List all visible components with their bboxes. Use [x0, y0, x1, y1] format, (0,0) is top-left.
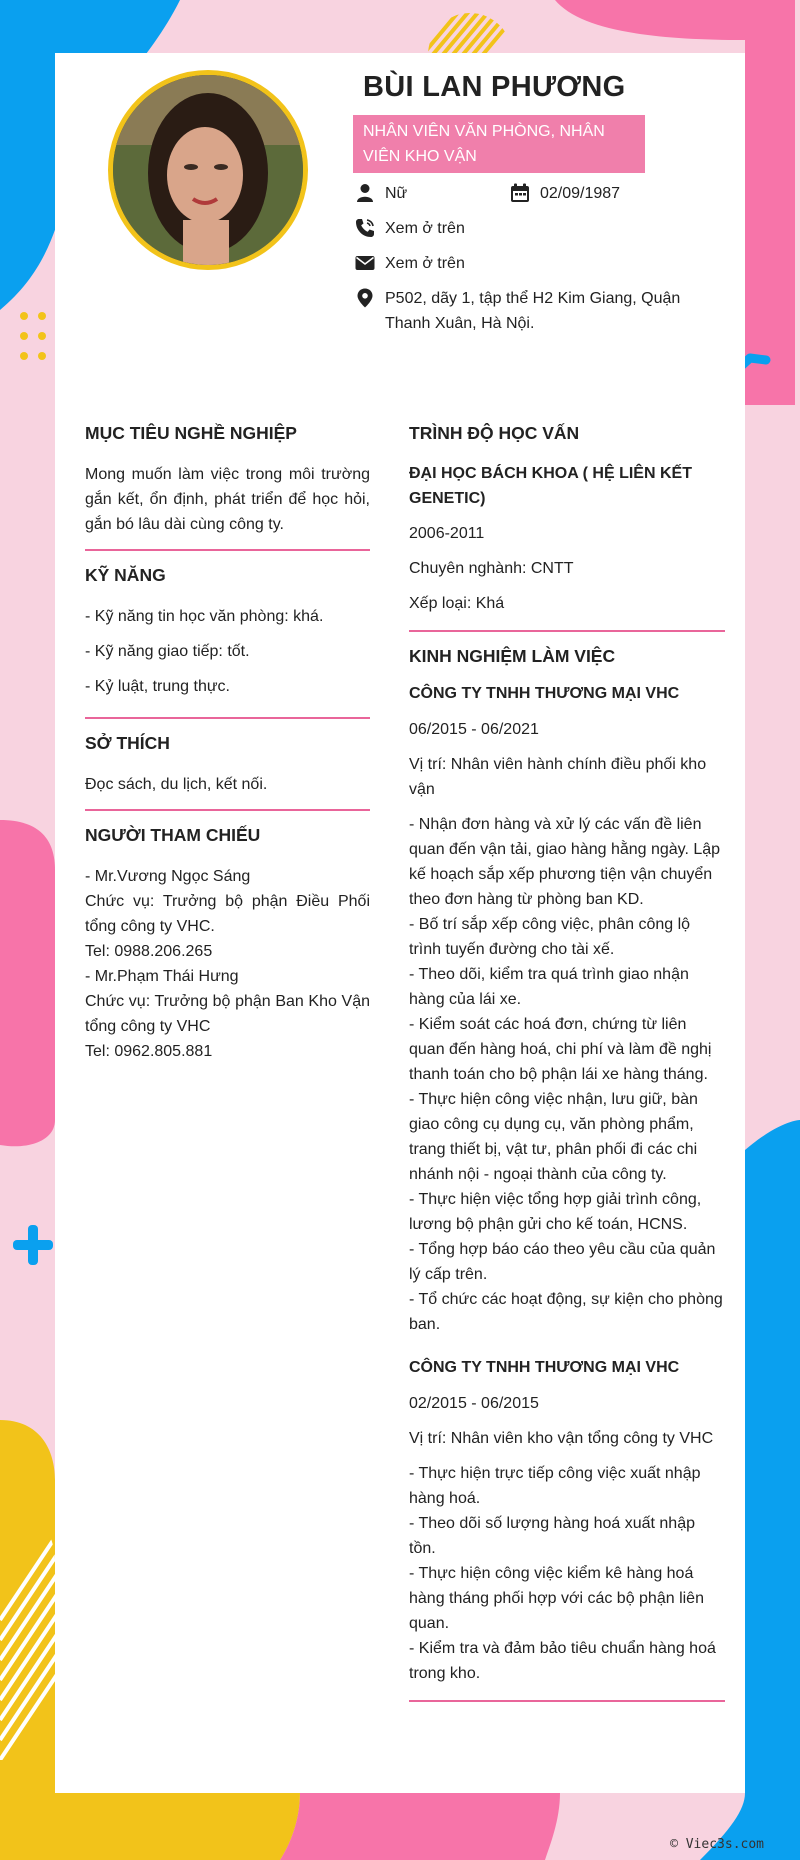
- divider: [85, 809, 370, 811]
- job-period: 02/2015 - 06/2015: [409, 1395, 539, 1412]
- experience-title: KINH NGHIỆM LÀM VIỆC: [409, 646, 616, 666]
- divider: [85, 717, 370, 719]
- job-company: CÔNG TY TNHH THƯƠNG MẠI VHC: [409, 685, 680, 702]
- birthday-row: [510, 181, 620, 206]
- objective-title: MỤC TIÊU NGHỀ NGHIỆP: [85, 423, 297, 443]
- email-row: [355, 251, 465, 276]
- candidate-name: BÙI LAN PHƯƠNG: [363, 71, 626, 103]
- pink-blob-bottom: [280, 1793, 560, 1860]
- phone-value: Xem ở trên: [385, 220, 465, 237]
- map-pin-icon: [355, 288, 375, 308]
- divider: [409, 630, 725, 632]
- references-text: - Mr.Vương Ngọc Sáng Chức vụ: Trưởng bộ phận Điều Phối tổng công ty VHC. Tel: 0988.206.265 - Mr.Phạm Thái Hưng Chức vụ: Trưởng bộ phận Ban Kho Vận tổng công ty VHC Tel: 0962.805.881: [85, 868, 370, 1060]
- watermark-footer: © Viec3s.com: [670, 1837, 764, 1852]
- references-title: NGƯỜI THAM CHIẾU: [85, 825, 261, 845]
- divider: [85, 549, 370, 551]
- job-period: 06/2015 - 06/2021: [409, 721, 539, 738]
- address-row: [355, 286, 685, 336]
- job-position: Vị trí: Nhân viên kho vận tổng công ty VHC: [409, 1430, 714, 1447]
- skills-title: KỸ NĂNG: [85, 565, 166, 585]
- pink-blob-left: [0, 820, 55, 1146]
- education-grade: Xếp loại: Khá: [409, 595, 505, 612]
- gender-row: [355, 181, 407, 206]
- portrait-photo: [113, 75, 303, 265]
- skill-item: - Kỷ luật, trung thực.: [85, 678, 230, 695]
- job-company: CÔNG TY TNHH THƯƠNG MẠI VHC: [409, 1359, 680, 1376]
- address-value: P502, dãy 1, tập thể H2 Kim Giang, Quận Thanh Xuân, Hà Nội.: [385, 290, 681, 332]
- blue-plus-sign: [13, 1225, 53, 1265]
- email-value: Xem ở trên: [385, 255, 465, 272]
- left-column: [85, 423, 370, 1064]
- user-icon: [355, 183, 375, 203]
- job-title: NHÂN VIÊN VĂN PHÒNG, NHÂN VIÊN KHO VẬN: [353, 115, 645, 173]
- education-years: 2006-2011: [409, 525, 485, 542]
- education-title: TRÌNH ĐỘ HỌC VẤN: [409, 423, 580, 443]
- resume-sheet: [55, 53, 745, 1793]
- hobbies-text: Đọc sách, du lịch, kết nối.: [85, 776, 268, 793]
- avatar: [108, 70, 308, 270]
- right-column: [409, 423, 725, 1702]
- birthday-value: 02/09/1987: [540, 185, 621, 202]
- education-major: Chuyên nghành: CNTT: [409, 560, 574, 577]
- job-details: - Thực hiện trực tiếp công việc xuất nhập hàng hoá. - Theo dõi số lượng hàng hoá xuất nhập tồn. - Thực hiện công việc kiểm kê hàng hoá hàng tháng phối hợp với các bộ phận liên quan. - Kiểm tra và đảm bảo tiêu chuẩn hàng hoá trong kho.: [409, 1465, 716, 1682]
- job-details: - Nhận đơn hàng và xử lý các vấn đề liên quan đến vận tải, giao hàng hằng ngày. Lập kế hoạch sắp xếp phương tiện vận chuyển theo đơn hàng từ phòng ban KD. - Bố trí sắp xếp công việc, phân công lộ trình tuyến đường cho tài xế. - Theo dõi, kiểm tra quá trình giao nhận hàng của lái xe. - Kiểm soát các hoá đơn, chứng từ liên quan đến hàng hoá, chi phí và làm đề nghị thanh toán cho bộ phận lái xe hàng tháng. - Thực hiện công việc nhận, lưu giữ, bàn giao công cụ dụng cụ, văn phòng phẩm, trang thiết bị, vật tư, phân phối đi các chi nhánh nội - ngoại thành của công ty. - Thực hiện việc tổng hợp giải trình công, lương bộ phận gửi cho kế toán, HCNS. - Tổng hợp báo cáo theo yêu cầu của quản lý cấp trên. - Tổ chức các hoạt động, sự kiện cho phòng ban.: [409, 816, 723, 1333]
- objective-text: Mong muốn làm việc trong môi trường gắn kết, ổn định, phát triển để học hỏi, gắn bó lâu dài cùng công ty.: [85, 466, 370, 533]
- skill-item: - Kỹ năng giao tiếp: tốt.: [85, 643, 250, 660]
- gender-value: Nữ: [385, 185, 408, 202]
- phone-row: [355, 216, 465, 241]
- job-position: Vị trí: Nhân viên hành chính điều phối kho vận: [409, 756, 707, 798]
- job-entry: [409, 1355, 725, 1686]
- job-entry: [409, 681, 725, 1337]
- envelope-icon: [355, 253, 375, 273]
- skills-list: [85, 604, 370, 699]
- school-name: ĐẠI HỌC BÁCH KHOA ( HỆ LIÊN KẾT GENETIC): [409, 465, 692, 507]
- calendar-icon: [510, 183, 530, 203]
- hobbies-title: SỞ THÍCH: [85, 733, 170, 753]
- divider: [409, 1700, 725, 1702]
- skill-item: - Kỹ năng tin học văn phòng: khá.: [85, 608, 324, 625]
- phone-icon: [355, 218, 375, 238]
